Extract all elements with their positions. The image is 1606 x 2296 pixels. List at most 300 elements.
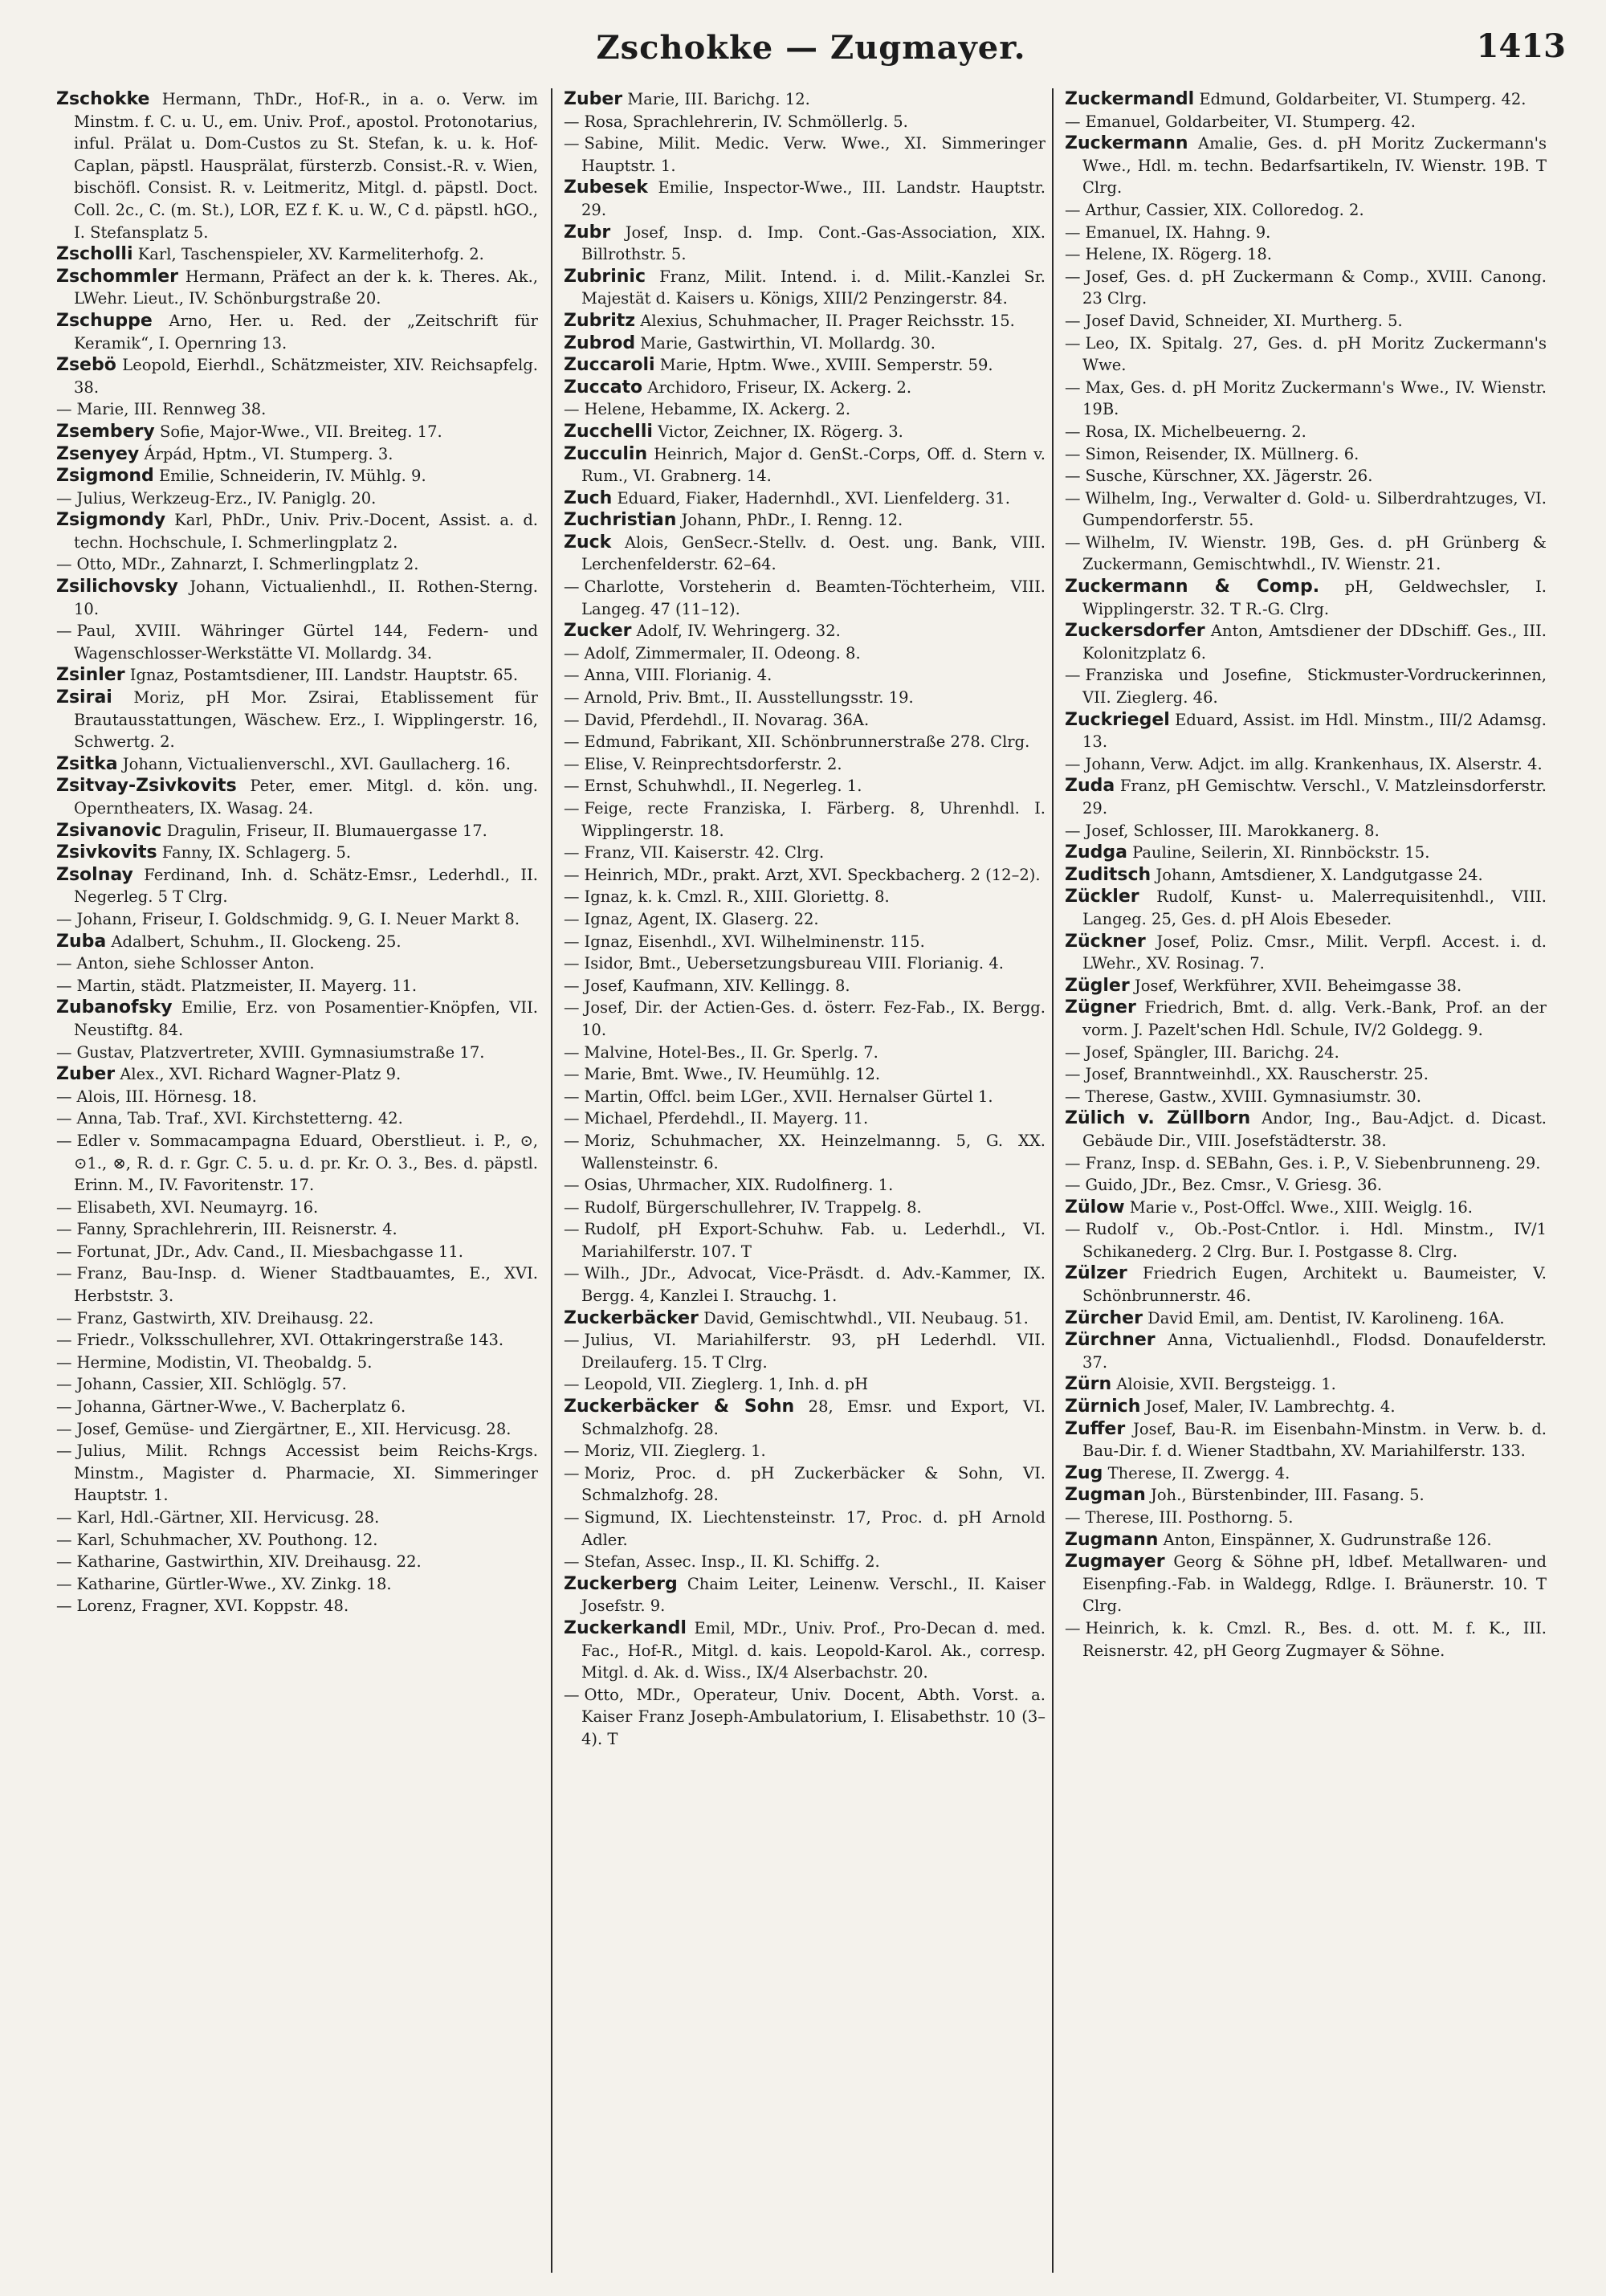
directory-entry [1065, 199, 1547, 222]
entry-details: Rudolf v., Ob.-Post-Cntlor. i. Hdl. Minstm., IV/1 Schikanederg. 2 Clrg. Bur. I. Postgasse 8. Clrg. [1082, 1220, 1547, 1261]
entry-details: Franz, Gastwirth, XIV. Dreihausg. 22. [76, 1308, 374, 1327]
entry-details: Ferdinand, Inh. d. Schätz-Emsr., Lederhdl., II. Negerleg. 5 T Clrg. [74, 865, 539, 907]
continuation-dash: — [1065, 245, 1081, 264]
entry-surname: Zug [1065, 1462, 1103, 1483]
continuation-dash: — [564, 1131, 580, 1150]
directory-entry [1065, 1218, 1547, 1262]
entry-surname: Zückler [1065, 887, 1139, 907]
directory-entry [56, 509, 538, 553]
directory-entry [56, 1573, 538, 1596]
continuation-dash: — [56, 1264, 72, 1283]
entry-surname: Zsenyey [56, 443, 140, 464]
entry-details: 28, Emsr. und Export, VI. Schmalzhofg. 28. [581, 1397, 1046, 1438]
continuation-dash: — [564, 1375, 580, 1394]
entry-details: Ignaz, Postamtsdiener, III. Landstr. Hauptstr. 65. [129, 666, 519, 685]
entry-surname: Zuckersdorfer [1065, 621, 1205, 642]
entry-surname: Zuckerbäcker [564, 1307, 699, 1328]
directory-entry [564, 1617, 1046, 1684]
entry-details: Franz, pH Gemischtw. Verschl., V. Matzleinsdorferstr. 29. [1082, 777, 1547, 818]
directory-entry [56, 1307, 538, 1330]
entry-surname: Zucculin [564, 443, 648, 464]
directory-entry [56, 1107, 538, 1130]
entry-surname: Zudga [1065, 842, 1127, 863]
entry-details: Leo, IX. Spitalg. 27, Ges. d. pH Moritz Zuckermann's Wwe. [1082, 333, 1547, 375]
entry-details: Marie v., Post-Offcl. Wwe., XIII. Weiglg. 16. [1129, 1197, 1473, 1217]
continuation-dash: — [56, 555, 72, 574]
directory-entry [564, 222, 1046, 266]
continuation-dash: — [564, 577, 580, 597]
directory-entry [1065, 1396, 1547, 1418]
continuation-dash: — [56, 1109, 72, 1128]
continuation-dash: — [564, 777, 580, 796]
entry-details: Franz, Insp. d. SEBahn, Ges. i. P., V. Siebenbrunneng. 29. [1085, 1153, 1541, 1172]
directory-entry [56, 820, 538, 842]
entry-details: Karl, Schuhmacher, XV. Pouthong. 12. [76, 1530, 378, 1549]
continuation-dash: — [56, 1552, 72, 1572]
entry-details: Sigmund, IX. Liechtensteinstr. 17, Proc. d. pH Arnold Adler. [581, 1508, 1046, 1549]
directory-entry [564, 377, 1046, 399]
entry-surname: Zülich v. Züllborn [1065, 1108, 1251, 1129]
entry-surname: Zucchelli [564, 421, 653, 442]
entry-surname: Zuckerkandl [564, 1617, 687, 1638]
entry-details: Wilhelm, Ing., Verwalter d. Gold- u. Silberdrahtzuges, VI. Gumpendorferstr. 55. [1082, 488, 1547, 530]
directory-entry [56, 421, 538, 443]
continuation-dash: — [564, 865, 580, 884]
directory-entry [1065, 1152, 1547, 1175]
directory-entry [564, 642, 1046, 665]
directory-entry [56, 1086, 538, 1108]
entry-details: Alois, III. Hörnesg. 18. [76, 1087, 257, 1106]
continuation-dash: — [1065, 1042, 1081, 1062]
continuation-dash: — [1065, 200, 1081, 219]
entry-details: Franz, Bau-Insp. d. Wiener Stadtbauamtes, E., XVI. Herbststr. 3. [74, 1264, 538, 1306]
continuation-dash: — [564, 710, 580, 729]
entry-details: Josef, Gemüse- und Ziergärtner, E., XII. Hervicusg. 28. [76, 1419, 512, 1438]
entry-details: David, Gemischtwhdl., VII. Neubaug. 51. [703, 1308, 1029, 1327]
directory-entry [1065, 1507, 1547, 1529]
directory-entry [56, 88, 538, 243]
directory-entry [564, 421, 1046, 443]
continuation-dash: — [564, 732, 580, 752]
entry-details: Johanna, Gärtner-Wwe., V. Bacherplatz 6. [76, 1397, 406, 1417]
directory-entry [56, 1418, 538, 1441]
directory-entry [1065, 310, 1547, 332]
entry-details: Moriz, Proc. d. pH Zuckerbäcker & Sohn, VI. Schmalzhofg. 28. [581, 1463, 1046, 1505]
directory-entry [564, 1262, 1046, 1307]
continuation-dash: — [56, 622, 72, 641]
entry-surname: Zürcher [1065, 1307, 1143, 1328]
directory-entry [56, 775, 538, 819]
entry-surname: Zuckermann & Comp. [1065, 577, 1320, 597]
directory-entry [56, 1241, 538, 1263]
directory-entry [56, 1063, 538, 1086]
entry-details: Hermine, Modistin, VI. Theobaldg. 5. [76, 1352, 373, 1372]
entry-details: Simon, Reisender, IX. Müllnerg. 6. [1085, 444, 1359, 463]
entry-surname: Zubrod [564, 332, 636, 353]
directory-entry [1065, 864, 1547, 887]
directory-entry [564, 952, 1046, 975]
directory-entry [564, 487, 1046, 510]
entry-details: Moriz, VII. Zieglerg. 1. [584, 1442, 766, 1461]
entry-details: Arnold, Priv. Bmt., II. Ausstellungsstr. 19. [584, 688, 914, 708]
continuation-dash: — [564, 1685, 580, 1704]
directory-entry [1065, 1373, 1547, 1396]
entry-surname: Zuckriegel [1065, 709, 1170, 730]
entry-details: Rosa, IX. Michelbeuerng. 2. [1085, 422, 1306, 441]
entry-details: Johann, Victualienhdl., II. Rothen-Sterng. 10. [74, 577, 538, 618]
directory-entry [564, 266, 1046, 310]
entry-details: Fanny, Sprachlehrerin, III. Reisnerstr. 4. [76, 1220, 397, 1239]
directory-entry [564, 1551, 1046, 1573]
directory-entry [564, 1373, 1046, 1396]
column-3 [1065, 88, 1547, 2273]
directory-entry [1065, 753, 1547, 776]
entry-details: Ignaz, Eisenhdl., XVI. Wilhelminenstr. 115. [584, 932, 925, 951]
entry-details: Dragulin, Friseur, II. Blumauergasse 17. [166, 821, 487, 840]
entry-details: Rudolf, pH Export-Schuhw. Fab. u. Lederhdl., VI. Mariahilferstr. 107. T [581, 1220, 1046, 1261]
entry-details: Rosa, Sprachlehrerin, IV. Schmöllerlg. 5. [584, 112, 908, 131]
entry-details: Leopold, Eierhdl., Schätzmeister, XIV. Reichsapfelg. 38. [74, 356, 538, 397]
directory-entry [56, 908, 538, 931]
entry-details: Julius, VI. Mariahilferstr. 93, pH Lederhdl. VII. Dreilauferg. 15. T Clrg. [581, 1331, 1046, 1372]
continuation-dash: — [564, 666, 580, 685]
directory-entry [564, 886, 1046, 908]
directory-entry [564, 1307, 1046, 1330]
entry-details: Josef, Maler, IV. Lambrechtg. 4. [1145, 1397, 1396, 1417]
directory-entry [564, 842, 1046, 864]
directory-entry [1065, 266, 1547, 310]
entry-details: David Emil, am. Dentist, IV. Karolineng. 16A. [1147, 1308, 1505, 1327]
entry-details: Marie, Gastwirthin, VI. Mollardg. 30. [640, 333, 935, 353]
entry-details: Rudolf, Kunst- u. Malerrequisitenhdl., VIII. Langeg. 25, Ges. d. pH Alois Ebeseder. [1082, 887, 1547, 928]
directory-entry [564, 310, 1046, 332]
entry-details: Moriz, Schuhmacher, XX. Heinzelmanng. 5, G. XX. Wallensteinstr. 6. [581, 1131, 1046, 1172]
entry-details: Therese, II. Zwergg. 4. [1107, 1463, 1290, 1482]
entry-details: Fanny, IX. Schlagerg. 5. [161, 843, 352, 863]
directory-entry [56, 753, 538, 776]
continuation-dash: — [1065, 333, 1081, 353]
directory-entry [56, 1396, 538, 1418]
continuation-dash: — [564, 1197, 580, 1217]
continuation-dash: — [564, 799, 580, 818]
continuation-dash: — [56, 954, 72, 973]
entry-surname: Zürnich [1065, 1397, 1141, 1417]
entry-surname: Zuckermandl [1065, 89, 1195, 109]
continuation-dash: — [564, 1065, 580, 1084]
entry-details: Charlotte, Vorsteherin d. Beamten-Töchterheim, VIII. Langeg. 47 (11–12). [581, 577, 1046, 618]
page-header [56, 18, 1566, 74]
directory-entry [1065, 1174, 1547, 1197]
directory-entry [1065, 1307, 1547, 1330]
entry-details: Edler v. Sommacampagna Eduard, Oberstlieut. i. P., ⊙, ⊙1., ⊗, R. d. r. Ggr. C. 5. u. d. pr. Kr. O. 3., Bes. d. päpstl. Erinn. M., IV. Favoritenstr. 17. [74, 1131, 538, 1195]
directory-entry [1065, 1418, 1547, 1462]
entry-details: Max, Ges. d. pH Moritz Zuckermann's Wwe., IV. Wienstr. 19B. [1082, 377, 1547, 419]
entry-details: Eduard, Assist. im Hdl. Minstm., III/2 Adamsg. 13. [1082, 710, 1547, 752]
entry-details: Emanuel, Goldarbeiter, VI. Stumperg. 42. [1085, 112, 1416, 131]
directory-entry [56, 975, 538, 997]
continuation-dash: — [564, 1463, 580, 1482]
continuation-dash: — [56, 1574, 72, 1593]
entry-details: Arthur, Cassier, XIX. Colloredog. 2. [1085, 200, 1364, 219]
entry-surname: Zsembery [56, 421, 155, 442]
directory-entry [564, 177, 1046, 221]
continuation-dash: — [56, 1530, 72, 1549]
continuation-dash: — [564, 1109, 580, 1128]
entry-details: Leopold, VII. Zieglerg. 1, Inh. d. pH [584, 1375, 869, 1394]
entry-details: Wilhelm, IV. Wienstr. 19B, Ges. d. pH Grünberg & Zuckermann, Gemischtwhdl., IV. Wienstr. 21. [1082, 532, 1547, 574]
entry-details: Emanuel, IX. Hahng. 9. [1085, 222, 1271, 242]
entry-details: Edmund, Fabrikant, XII. Schönbrunnerstraße 278. Clrg. [584, 732, 1030, 752]
entry-surname: Zugmann [1065, 1529, 1159, 1550]
entry-surname: Zückner [1065, 931, 1146, 952]
entry-details: Anna, VIII. Florianig. 4. [584, 666, 772, 685]
directory-entry [1065, 975, 1547, 997]
entry-details: Adolf, Zimmermaler, II. Odeong. 8. [584, 643, 861, 663]
entry-details: Josef, Bau-R. im Eisenbahn-Minstm. in Verw. b. d. Bau-Dir. f. d. Wiener Stadtbahn, XV. Mariahilferstr. 133. [1082, 1419, 1547, 1461]
entry-surname: Zubrinic [564, 266, 646, 287]
entry-details: Anton, Amtsdiener der DDschiff. Ges., III. Kolonitzplatz 6. [1082, 622, 1547, 663]
directory-entry [56, 1529, 538, 1552]
entry-surname: Zsitvay-Zsivkovits [56, 776, 237, 797]
entry-surname: Zsitka [56, 753, 118, 774]
entry-details: Helene, Hebamme, IX. Ackerg. 2. [584, 400, 851, 419]
entry-details: Lorenz, Fragner, XVI. Koppstr. 48. [76, 1597, 349, 1616]
continuation-dash: — [1065, 311, 1081, 330]
directory-entry [56, 443, 538, 466]
directory-entry [56, 243, 538, 266]
entry-surname: Zsigmondy [56, 510, 166, 531]
continuation-dash: — [1065, 467, 1081, 486]
entry-details: pH, Geldwechsler, I. Wipplingerstr. 32. T R.-G. Clrg. [1082, 577, 1547, 618]
entry-surname: Zubanofsky [56, 997, 173, 1018]
entry-details: Gustav, Platzvertreter, XVIII. Gymnasiumstraße 17. [76, 1042, 485, 1062]
column-2 [564, 88, 1046, 2273]
entry-surname: Zuck [564, 532, 612, 553]
entry-surname: Zuchristian [564, 510, 677, 531]
directory-entry [564, 532, 1046, 576]
continuation-dash: — [56, 1220, 72, 1239]
entry-details: Wilh., JDr., Advocat, Vice-Präsdt. d. Adv.-Kammer, IX. Bergg. 4, Kanzlei I. Strauchg. 1. [581, 1264, 1046, 1306]
directory-entry [1065, 1551, 1547, 1617]
continuation-dash: — [564, 998, 580, 1017]
entry-details: Heinrich, Major d. GenSt.-Corps, Off. d. Stern v. Rum., VI. Grabnerg. 14. [581, 444, 1046, 486]
entry-details: Fortunat, JDr., Adv. Cand., II. Miesbachgasse 11. [76, 1242, 463, 1261]
entry-surname: Zügner [1065, 997, 1136, 1018]
continuation-dash: — [56, 1331, 72, 1350]
continuation-dash: — [1065, 1087, 1081, 1106]
entry-details: Josef, Kaufmann, XIV. Kellingg. 8. [584, 976, 850, 995]
directory-entry [1065, 842, 1547, 864]
entry-details: Josef, Ges. d. pH Zuckermann & Comp., XVIII. Canong. 23 Clrg. [1082, 267, 1547, 308]
continuation-dash: — [56, 400, 72, 419]
entry-details: Johann, PhDr., I. Renng. 12. [681, 511, 903, 530]
continuation-dash: — [1065, 1508, 1081, 1527]
continuation-dash: — [1065, 1618, 1081, 1637]
continuation-dash: — [1065, 754, 1081, 773]
entry-surname: Zsivkovits [56, 842, 157, 863]
entry-details: Adalbert, Schuhm., II. Glockeng. 25. [111, 932, 402, 951]
directory-entry [1065, 1107, 1547, 1152]
directory-entry [56, 664, 538, 687]
directory-entry [564, 864, 1046, 887]
entry-surname: Zschuppe [56, 310, 153, 331]
entry-details: Elisabeth, XVI. Neumayrg. 16. [76, 1197, 319, 1217]
directory-entry [56, 620, 538, 664]
entry-details: Marie, Bmt. Wwe., IV. Heumühlg. 12. [584, 1065, 881, 1084]
entry-surname: Zsirai [56, 687, 112, 708]
entry-details: Andor, Ing., Bau-Adjct. d. Dicast. Gebäude Dir., VIII. Josefstädterstr. 38. [1082, 1109, 1547, 1150]
entry-details: Karl, Taschenspieler, XV. Karmeliterhofg. 2. [137, 245, 484, 264]
continuation-dash: — [564, 1264, 580, 1283]
directory-entry [1065, 1086, 1547, 1108]
entry-details: Guido, JDr., Bez. Cmsr., V. Griesg. 36. [1085, 1176, 1383, 1195]
entry-details: Heinrich, k. k. Cmzl. R., Bes. d. ott. M. f. K., III. Reisnerstr. 42, pH Georg Zugmayer & Söhne. [1082, 1618, 1547, 1660]
entry-details: Sofie, Major-Wwe., VII. Breiteg. 17. [159, 422, 442, 441]
entry-details: Ernst, Schuhwhdl., II. Negerleg. 1. [584, 777, 862, 796]
directory-entry [1065, 465, 1547, 487]
directory-entry [56, 1551, 538, 1573]
entry-surname: Zubritz [564, 310, 636, 331]
directory-entry [56, 1262, 538, 1307]
continuation-dash: — [1065, 112, 1081, 131]
entry-details: Árpád, Hptm., VI. Stumperg. 3. [144, 444, 393, 463]
directory-entry [564, 775, 1046, 797]
directory-entry [56, 1197, 538, 1219]
entry-details: Georg & Söhne pH, ldbef. Metallwaren- und Eisenpfing.-Fab. in Waldegg, Rdlge. I. Bräunerstr. 10. T Clrg. [1082, 1552, 1547, 1616]
entry-details: Therese, III. Posthorng. 5. [1085, 1508, 1294, 1527]
directory-entry [1065, 443, 1547, 466]
running-header: Zschokke — Zugmayer. [596, 29, 1026, 67]
directory-entry [564, 753, 1046, 776]
directory-entry [564, 687, 1046, 709]
entry-details: Anna, Tab. Traf., XVI. Kirchstetterng. 42. [76, 1109, 403, 1128]
entry-details: Peter, emer. Mitgl. d. kön. ung. Operntheaters, IX. Wasag. 24. [74, 777, 538, 818]
directory-entry [1065, 709, 1547, 753]
continuation-dash: — [564, 400, 580, 419]
directory-entry [564, 620, 1046, 642]
directory-entry [56, 266, 538, 310]
entry-details: Friedr., Volksschullehrer, XVI. Ottakringerstraße 143. [76, 1331, 504, 1350]
directory-entry [564, 1462, 1046, 1507]
entry-details: Franz, VII. Kaiserstr. 42. Clrg. [584, 843, 825, 863]
directory-entry [1065, 775, 1547, 819]
entry-surname: Zülow [1065, 1197, 1125, 1217]
directory-entry [564, 1440, 1046, 1462]
directory-entry [564, 1573, 1046, 1617]
entry-surname: Zuccaroli [564, 355, 655, 376]
directory-entry [1065, 332, 1547, 377]
entry-details: Edmund, Goldarbeiter, VI. Stumperg. 42. [1199, 90, 1527, 108]
entry-surname: Zülzer [1065, 1263, 1127, 1284]
entry-details: Therese, Gastw., XVIII. Gymnasiumstr. 30. [1085, 1087, 1421, 1106]
directory-entry [564, 997, 1046, 1041]
directory-entry [564, 1218, 1046, 1262]
continuation-dash: — [1065, 222, 1081, 242]
directory-entry [1065, 1529, 1547, 1552]
entry-details: Marie, III. Rennweg 38. [76, 400, 267, 419]
directory-entry [564, 1174, 1046, 1197]
directory-entry [56, 354, 538, 398]
directory-entry [56, 1440, 538, 1507]
entry-details: Friedrich, Bmt. d. allg. Verk.-Bank, Prof. an der vorm. J. Pazelt'schen Hdl. Schule, IV/2 Goldegg. 9. [1082, 998, 1547, 1039]
directory-entry [564, 1130, 1046, 1174]
directory-entry [1065, 1484, 1547, 1507]
entry-surname: Zuba [56, 931, 107, 952]
continuation-dash: — [1065, 666, 1081, 685]
entry-surname: Zsigmond [56, 466, 154, 487]
entry-surname: Zsilichovsky [56, 577, 178, 597]
directory-entry [564, 1684, 1046, 1751]
continuation-dash: — [56, 1419, 72, 1438]
directory-entry [564, 1396, 1046, 1440]
continuation-dash: — [564, 954, 580, 973]
directory-entry [564, 1086, 1046, 1108]
directory-entry [1065, 222, 1547, 244]
entry-details: Alex., XVI. Richard Wagner-Platz 9. [120, 1065, 402, 1084]
continuation-dash: — [564, 1552, 580, 1572]
entry-details: Emilie, Schneiderin, IV. Mühlg. 9. [159, 467, 426, 486]
directory-entry [56, 1373, 538, 1396]
directory-entry [1065, 886, 1547, 930]
directory-entry [564, 398, 1046, 421]
directory-entry [1065, 1042, 1547, 1064]
directory-columns [56, 88, 1566, 2273]
continuation-dash: — [1065, 267, 1081, 286]
directory-entry [564, 111, 1046, 133]
entry-details: Johann, Amtsdiener, X. Landgutgasse 24. [1156, 865, 1483, 884]
entry-surname: Zschommler [56, 266, 179, 287]
entry-details: Josef, Werkführer, XVII. Beheimgasse 38. [1134, 976, 1462, 995]
directory-entry [564, 1107, 1046, 1130]
entry-details: Josef David, Schneider, XI. Murtherg. 5. [1085, 311, 1403, 330]
entry-surname: Zsinler [56, 665, 125, 686]
continuation-dash: — [56, 1131, 72, 1150]
directory-entry [564, 908, 1046, 931]
entry-surname: Zubesek [564, 177, 648, 198]
directory-entry [56, 842, 538, 864]
directory-entry [564, 664, 1046, 687]
directory-entry [1065, 111, 1547, 133]
entry-surname: Zuber [56, 1064, 116, 1085]
entry-details: Otto, MDr., Zahnarzt, I. Schmerlingplatz 2. [76, 555, 419, 574]
entry-details: Eduard, Fiaker, Hadernhdl., XVI. Lienfelderg. 31. [617, 488, 1010, 508]
directory-entry [56, 1507, 538, 1529]
continuation-dash: — [56, 1397, 72, 1417]
entry-surname: Zuber [564, 89, 623, 109]
directory-entry [564, 1329, 1046, 1373]
directory-entry [564, 731, 1046, 753]
continuation-dash: — [564, 1508, 580, 1527]
entry-surname: Zuda [1065, 776, 1115, 797]
continuation-dash: — [1065, 1176, 1081, 1195]
continuation-dash: — [1065, 377, 1081, 397]
directory-entry [1065, 243, 1547, 266]
directory-entry [1065, 88, 1547, 111]
directory-entry [56, 997, 538, 1041]
entry-details: Sabine, Milit. Medic. Verw. Wwe., XI. Simmeringer Hauptstr. 1. [581, 134, 1046, 175]
entry-details: Osias, Uhrmacher, XIX. Rudolfinerg. 1. [584, 1176, 894, 1195]
directory-entry [564, 576, 1046, 620]
entry-details: Hermann, ThDr., Hof-R., in a. o. Verw. im Minstm. f. C. u. U., em. Univ. Prof., apostol. Protonotarius, inful. Prälat u. Dom-Custos zu St. Stefan, k. u. k. Hof-Caplan, päpstl. Hausprälat, fürsterzb. Consist.-R. v. Wien, bischöfl. Consist. R. v. Leitmeritz, Mitgl. d. päpstl. Doct. Coll. 2c., C. (m. St.), LOR, EZ f. K. u. W., C d. päpstl. hGO., I. Stefansplatz 5. [74, 90, 538, 242]
entry-details: Amalie, Ges. d. pH Moritz Zuckermann's Wwe., Hdl. m. techn. Bedarfsartikeln, IV. Wienstr. 19B. T Clrg. [1082, 134, 1547, 198]
entry-surname: Zucker [564, 621, 632, 642]
directory-entry [56, 487, 538, 510]
directory-entry [1065, 133, 1547, 199]
directory-entry [564, 133, 1046, 177]
directory-entry [1065, 1329, 1547, 1373]
entry-details: Chaim Leiter, Leinenw. Verschl., II. Kaiser Josefstr. 9. [581, 1574, 1046, 1616]
directory-entry [56, 1218, 538, 1241]
